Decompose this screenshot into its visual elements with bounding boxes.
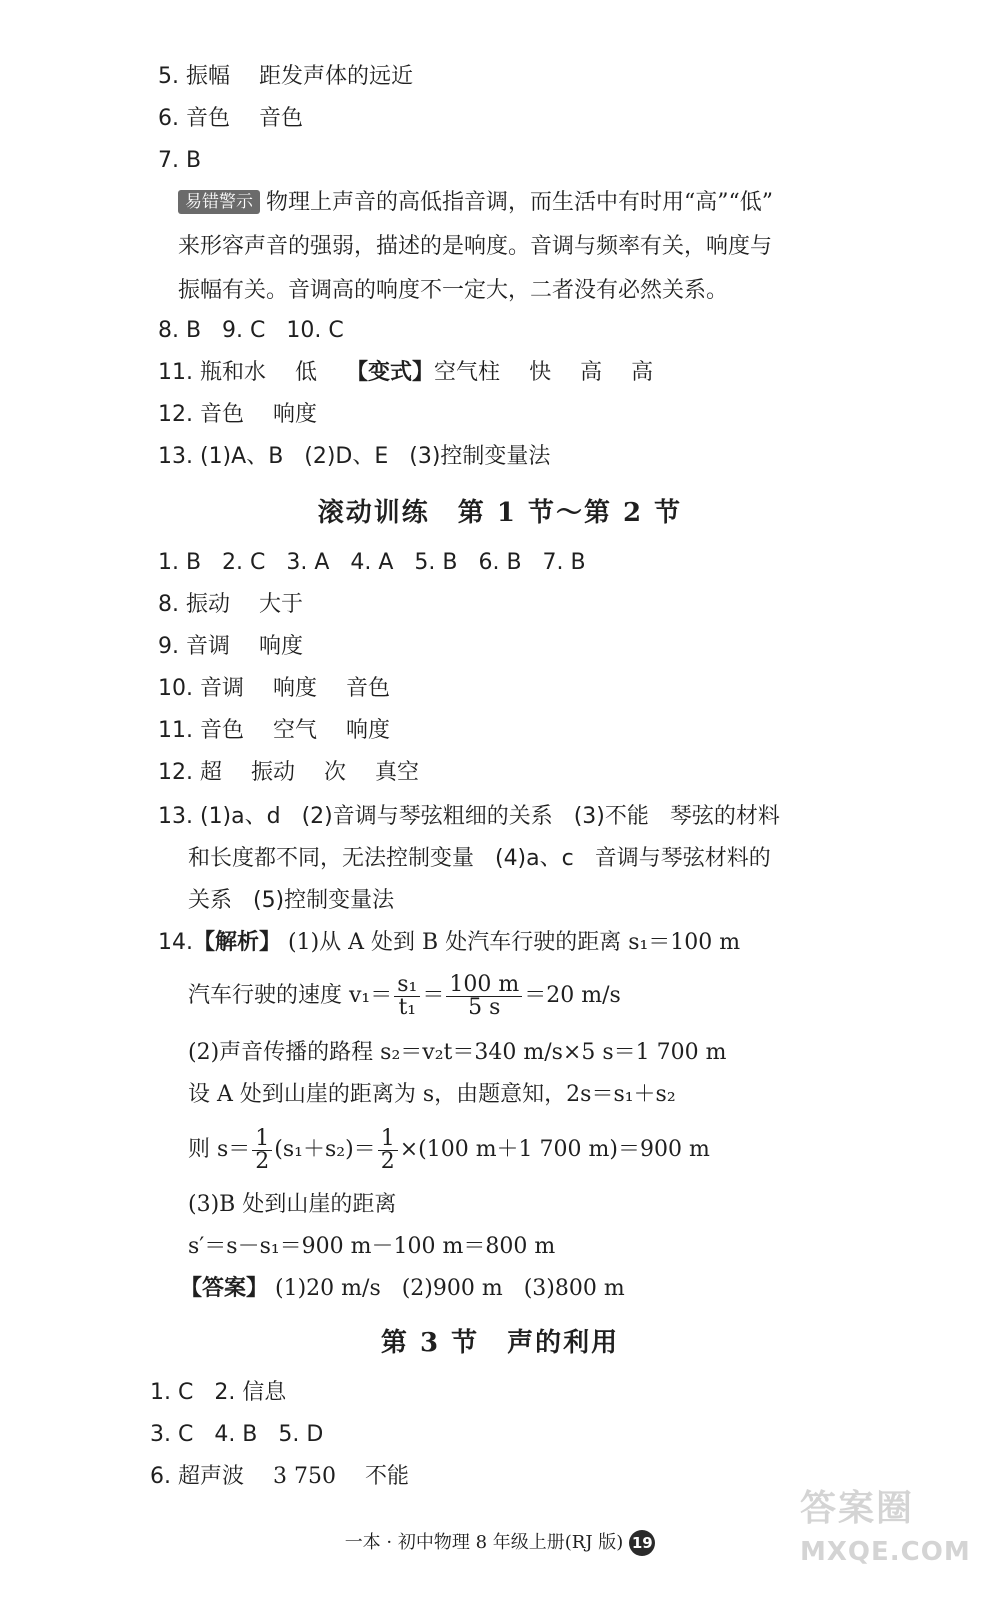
answer-13-line-3: 关系 (5)控制变量法 <box>188 888 395 913</box>
answer-14-distance-s: 则 s＝ $\frac{1}{2}$ (s₁＋s₂)＝ $\frac{1}{2}$ ×(100 m＋1 700 m)＝900 m <box>188 1125 710 1174</box>
page-number-badge: 19 <box>629 1530 655 1556</box>
answer-14-final: 【答案】 (1)20 m/s (2)900 m (3)800 m <box>180 1276 625 1301</box>
answer-14-assumption: 设 A 处到山崖的距离为 s，由题意知，2s＝s₁＋s₂ <box>188 1082 676 1107</box>
analysis-label: 【解析】 <box>193 930 282 955</box>
answer-12: 12. 音色 响度 <box>158 402 318 427</box>
answer-11: 11. 瓶和水 低 【变式】空气柱 快 高 高 <box>158 360 654 385</box>
answer-6: 6. 音色 音色 <box>158 106 304 131</box>
answers-8-10: 8. B 9. C 10. C <box>158 318 344 343</box>
answer-13-line-1: 13. (1)a、d (2)音调与琴弦粗细的关系 (3)不能 琴弦的材料 <box>158 804 780 829</box>
answer-14-analysis: 14.【解析】 (1)从 A 处到 B 处汽车行驶的距离 s₁＝100 m <box>158 930 741 955</box>
variant-label: 【变式】 <box>346 360 435 385</box>
answers-3-5: 3. C 4. B 5. D <box>150 1422 324 1447</box>
answer-10: 10. 音调 响度 音色 <box>158 676 391 701</box>
mistake-tip-badge: 易错警示 <box>178 190 260 214</box>
fraction-100m-5s: $\frac{100 m}{5 s}$ <box>446 974 522 1019</box>
answer-14-part-3: (3)B 处到山崖的距离 <box>188 1192 397 1217</box>
answer-14-sound-path: (2)声音传播的路程 s₂＝v₂t＝340 m/s×5 s＝1 700 m <box>188 1040 727 1065</box>
section-title-rolling-training: 滚动训练 第 1 节～第 2 节 <box>317 498 683 528</box>
answers-1-2: 1. C 2. 信息 <box>150 1380 287 1405</box>
mistake-tip-line-2: 来形容声音的强弱，描述的是响度。音调与频率有关，响度与 <box>178 234 773 259</box>
answers-1-7: 1. B 2. C 3. A 4. A 5. B 6. B 7. B <box>158 550 586 575</box>
section-title-uses-of-sound: 第 3 节 声的利用 <box>380 1328 620 1358</box>
answer-5: 5. 振幅 距发声体的远近 <box>158 64 414 89</box>
answer-label: 【答案】 <box>180 1276 269 1301</box>
site-watermark: 答案圈 MXQE.COM <box>800 1488 971 1567</box>
fraction-half-2: $\frac{1}{2}$ <box>378 1128 398 1173</box>
answer-8: 8. 振动 大于 <box>158 592 304 617</box>
fraction-s1-t1: $\frac{\text{s₁}}{\text{t₁}}$ <box>394 974 420 1019</box>
answer-14-result: s′＝s－s₁＝900 m－100 m＝800 m <box>188 1234 556 1259</box>
answer-13: 13. (1)A、B (2)D、E (3)控制变量法 <box>158 444 551 469</box>
answer-12: 12. 超 振动 次 真空 <box>158 760 420 785</box>
book-title: 一本 · 初中物理 8 年级上册(RJ 版) <box>344 1532 624 1553</box>
mistake-tip-line-1: 易错警示 物理上声音的高低指音调，而生活中有时用“高”“低” <box>178 188 773 218</box>
answer-6: 6. 超声波 3 750 不能 <box>150 1464 410 1489</box>
answer-7: 7. B <box>158 148 202 173</box>
fraction-half-1: $\frac{1}{2}$ <box>252 1128 272 1173</box>
answer-13-line-2: 和长度都不同，无法控制变量 (4)a、c 音调与琴弦材料的 <box>188 846 771 871</box>
answer-14-velocity: 汽车行驶的速度 v₁＝ $\frac{\text{s₁}}{\text{t₁}}$ ＝ $\frac{100 m}{5 s}$ ＝20 m/s <box>188 971 621 1020</box>
mistake-tip-line-3: 振幅有关。音调高的响度不一定大，二者没有必然关系。 <box>178 278 729 303</box>
answer-9: 9. 音调 响度 <box>158 634 304 659</box>
answer-11: 11. 音色 空气 响度 <box>158 718 391 743</box>
